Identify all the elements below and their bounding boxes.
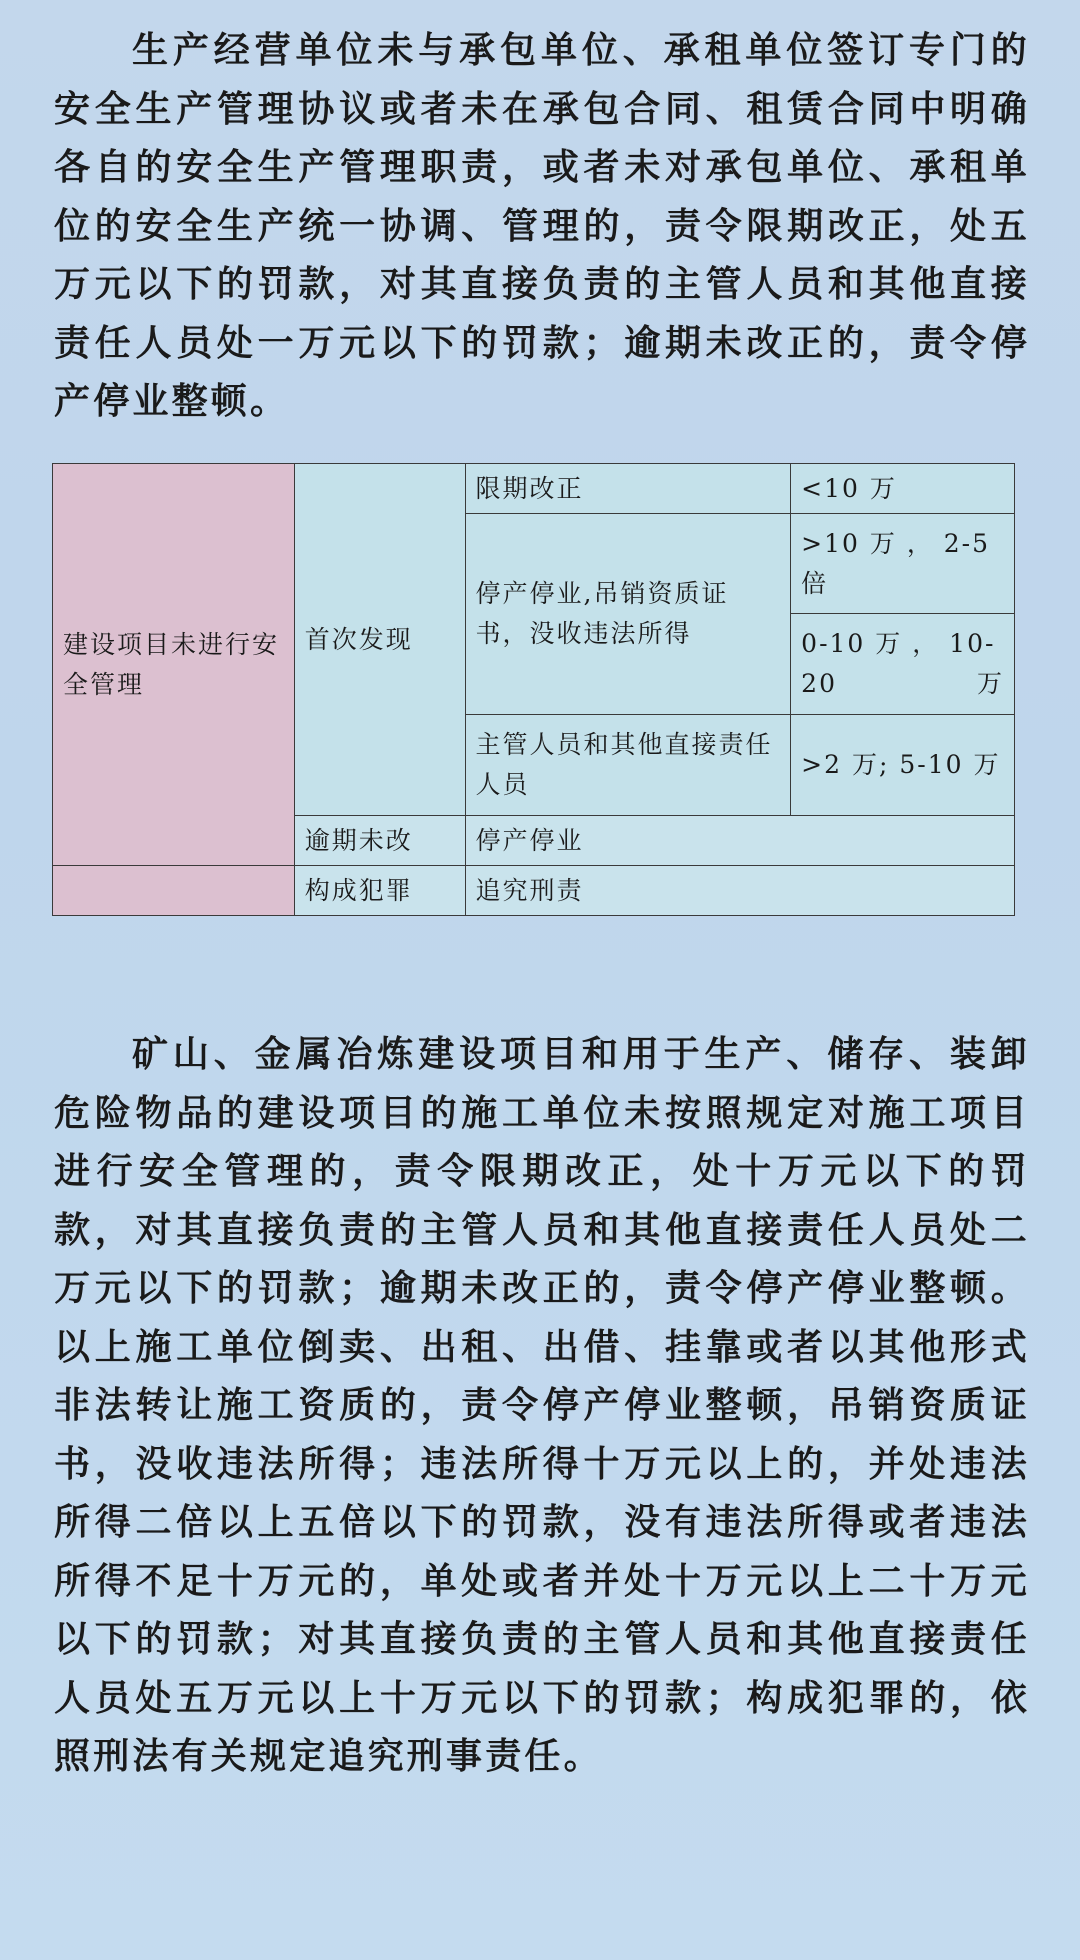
- crime-label: 构成犯罪: [304, 875, 413, 905]
- overdue-label: 逾期未改: [304, 825, 413, 855]
- crime-cell: [294, 866, 465, 916]
- paragraph-construction-project: 矿山、金属冶炼建设项目和用于生产、储存、装卸危险物品的建设项目的施工单位未按照规定对施工项目进行安全管理的，责令限期改正，处十万元以下的罚款，对其直接负责的主管人员和其他直接责任人员处二万元以下的罚款；逾期未改正的，责令停产停业整顿。以上施工单位倒卖、出租、出借、挂靠或者以其他形式非法转让施工资质的，责令停产停业整顿，吊销资质证书，没收违法所得；违法所得十万元以上的，并处违法所得二倍以上五倍以下的罚款，没有违法所得或者违法所得不足十万元的，单处或者并处十万元以上二十万元以下的罚款；对其直接负责的主管人员和其他直接责任人员处五万元以上十万元以下的罚款；构成犯罪的，依照刑法有关规定追究刑事责任。: [54, 1034, 1030, 1777]
- managers-amount: >2 万; 5-10 万: [801, 750, 1001, 779]
- crime-action-cell: [465, 866, 1014, 916]
- violation-label: 建设项目未进行安全管理: [63, 629, 280, 699]
- amount-over10: >10 万 ， 2-5 倍: [801, 528, 991, 598]
- first-found-label: 首次发现: [304, 624, 413, 654]
- suspend-revoke-label: 停产停业,吊销资质证书，没收违法所得: [475, 579, 729, 648]
- crime-row-blank-cell: [53, 866, 295, 916]
- crime-action: 追究刑责: [475, 875, 584, 905]
- first-found-cell: [294, 464, 465, 816]
- rectify-label: 限期改正: [475, 473, 584, 503]
- overdue-cell: [294, 816, 465, 866]
- suspend-revoke-cell: [465, 514, 791, 715]
- overdue-action-cell: [465, 816, 1014, 866]
- managers-cell: [465, 715, 791, 816]
- rectify-amount-cell: [791, 464, 1015, 514]
- violation-cell: [53, 464, 295, 866]
- penalty-table: [52, 463, 1015, 916]
- paragraph-contractor-agreement: 生产经营单位未与承包单位、承租单位签订专门的安全生产管理协议或者未在承包合同、租赁合同中明确各自的安全生产管理职责，或者未对承包单位、承租单位的安全生产统一协调、管理的，责令限期改正，处五万元以下的罚款，对其直接负责的主管人员和其他直接责任人员处一万元以下的罚款；逾期未改正的，责令停产停业整顿。: [54, 30, 1030, 422]
- managers-amount-cell: [791, 715, 1015, 816]
- overdue-action: 停产停业: [475, 825, 584, 855]
- managers-label: 主管人员和其他直接责任人员: [475, 730, 773, 799]
- amount-0-10: 0-10 万 ， 10-20 万: [801, 629, 1004, 698]
- amount-over10-cell: [791, 514, 1015, 614]
- rectify-cell: [465, 464, 791, 514]
- amount-0-10-cell: [791, 614, 1015, 715]
- rectify-amount: <10 万: [801, 473, 897, 503]
